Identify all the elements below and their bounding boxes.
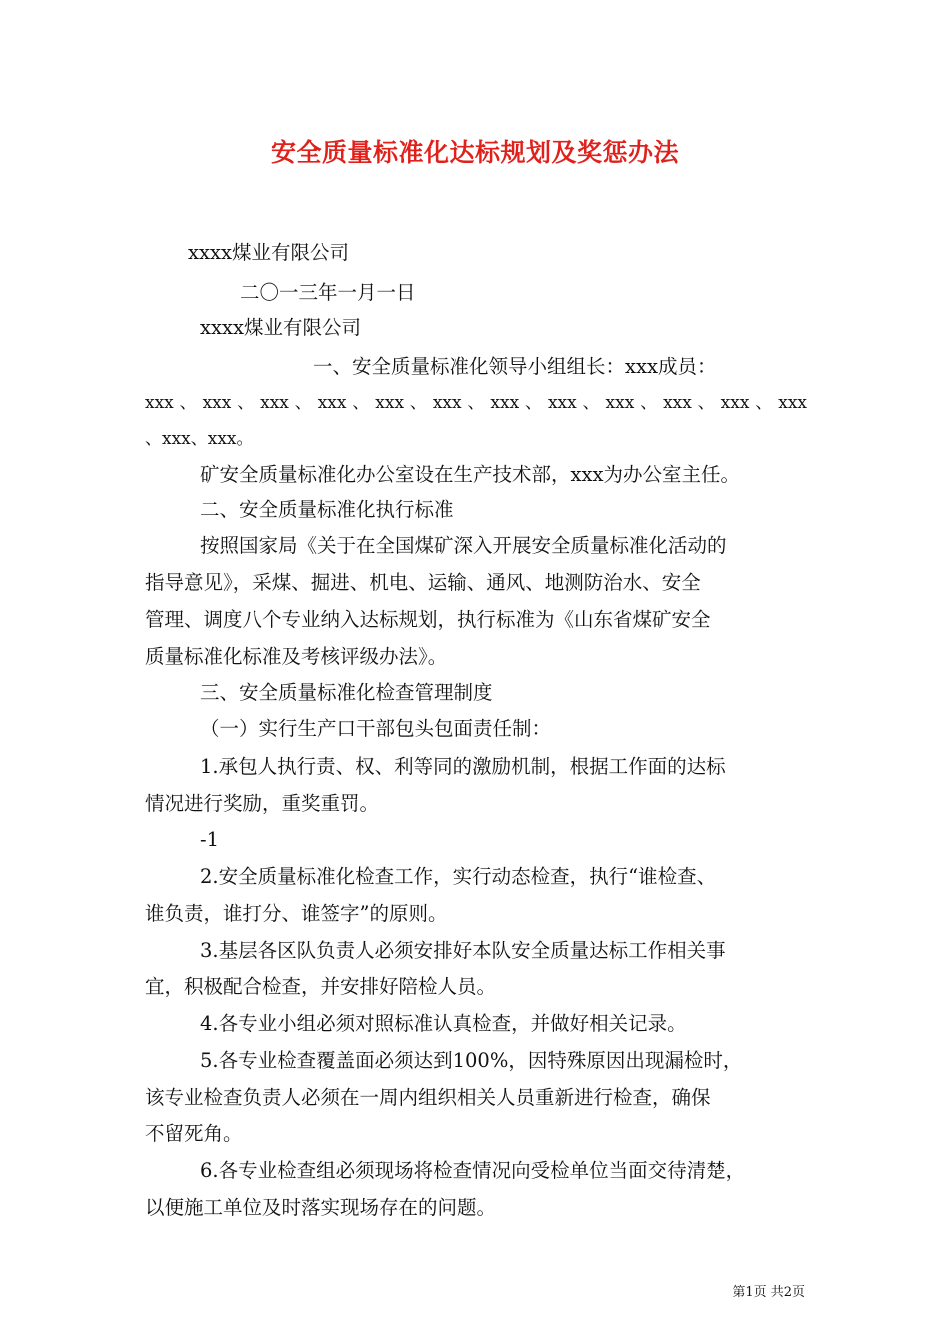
- page-number-footer: 第1页 共2页: [732, 1285, 805, 1300]
- inline-page-marker: -1: [200, 828, 219, 851]
- company-name-line-2: xxxx煤业有限公司: [200, 316, 361, 339]
- list-item-5-cont: 该专业检查负责人必须在一周内组织相关人员重新进行检查，确保: [145, 1086, 711, 1109]
- list-item-5-cont-2: 不留死角。: [145, 1122, 243, 1145]
- member-list-line: xxx、xxx、xxx、xxx、xxx、xxx、xxx、xxx、xxx、xxx、xxx、xxx: [145, 393, 807, 413]
- section-2-heading: 二、安全质量标准化执行标准: [200, 498, 454, 521]
- company-name-line: xxxx煤业有限公司: [188, 241, 349, 264]
- list-item-1: 1.承包人执行责、权、利等同的激励机制，根据工作面的达标: [200, 755, 726, 778]
- paragraph-line: 矿安全质量标准化办公室设在生产技术部，xxx为办公室主任。: [200, 463, 740, 486]
- document-title: 安全质量标准化达标规划及奖惩办法: [270, 138, 679, 167]
- paragraph-line: 管理、调度八个专业纳入达标规划，执行标准为《山东省煤矿安全: [145, 608, 711, 631]
- paragraph-line: 按照国家局《关于在全国煤矿深入开展安全质量标准化活动的: [200, 534, 727, 557]
- paragraph-line: 指导意见》，采煤、掘进、机电、运输、通风、地测防治水、安全: [145, 571, 701, 594]
- list-item-6: 6.各专业检查组必须现场将检查情况向受检单位当面交待清楚，: [200, 1159, 746, 1182]
- list-item-2-cont: 谁负责，谁打分、谁签字”的原则。: [145, 902, 448, 925]
- list-item-5: 5.各专业检查覆盖面必须达到100%，因特殊原因出现漏检时，: [200, 1049, 743, 1072]
- subsection-heading: （一）实行生产口干部包头包面责任制：: [200, 717, 552, 740]
- section-1-heading: 一、安全质量标准化领导小组组长：xxx成员：: [313, 355, 717, 378]
- section-3-heading: 三、安全质量标准化检查管理制度: [200, 681, 493, 704]
- list-item-1-cont: 情况进行奖励，重奖重罚。: [145, 792, 380, 815]
- list-item-3-cont: 宜，积极配合检查，并安排好陪检人员。: [145, 975, 497, 998]
- paragraph-line: 质量标准化标准及考核评级办法》。: [145, 645, 448, 668]
- list-item-3: 3.基层各区队负责人必须安排好本队安全质量达标工作相关事: [200, 939, 726, 962]
- list-item-6-cont: 以便施工单位及时落实现场存在的问题。: [145, 1196, 497, 1219]
- list-item-4: 4.各专业小组必须对照标准认真检查，并做好相关记录。: [200, 1012, 687, 1035]
- list-item-2: 2.安全质量标准化检查工作，实行动态检查，执行“谁检查、: [200, 865, 717, 888]
- date-line: 二〇一三年一月一日: [240, 281, 416, 304]
- member-list-line-end: 、xxx、xxx。: [145, 429, 254, 449]
